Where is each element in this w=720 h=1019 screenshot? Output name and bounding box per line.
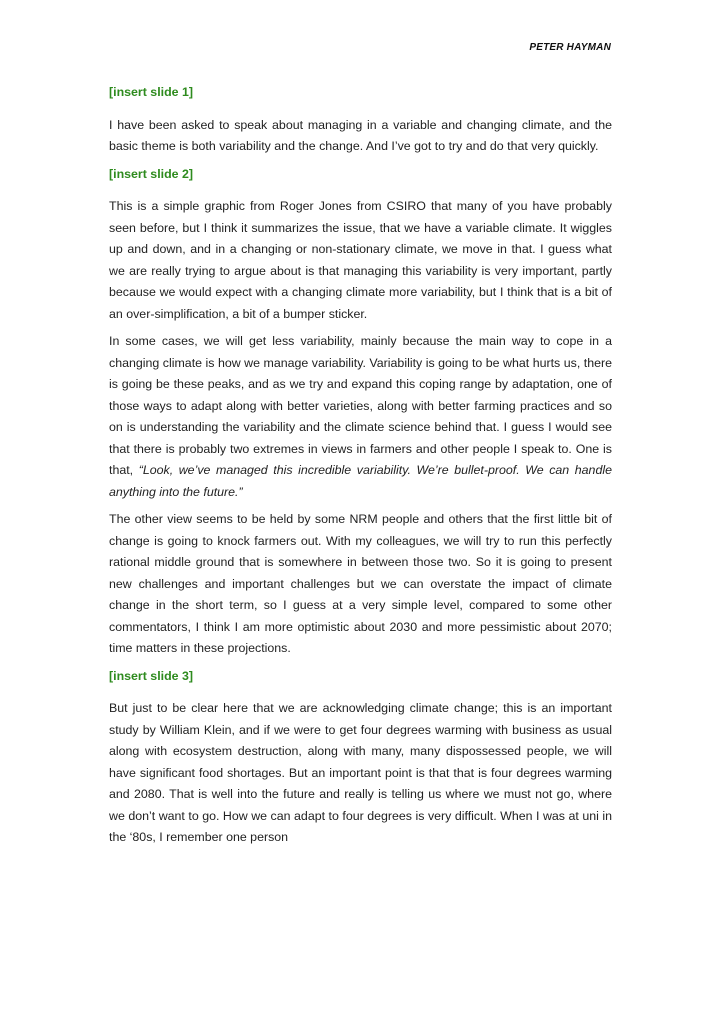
paragraph-3 <box>109 331 612 503</box>
paragraph-3-text: In some cases, we will get less variability, mainly because the main way to cope in a changing climate is how we manage variability. Variability is going to be what hurts us, there is going be these peaks, and as we try and expand this coping range by adaptation, one of those ways to adapt along with better varieties, along with better farming practices and so on is understanding the variability and the climate science behind that. I guess I would see that there is probably two extremes in views in farmers and other people I speak to. One is that, <box>109 334 612 477</box>
running-header: PETER HAYMAN <box>529 42 611 53</box>
slide-marker-1: [insert slide 1] <box>109 85 194 99</box>
slide-marker-2: [insert slide 2] <box>109 166 194 181</box>
paragraph-5: But just to be clear here that we are acknowledging climate change; this is an important study by William Klein, and if we were to get four degrees warming with business as usual along with ecosystem destruction, along with many, many dispossessed people, we will have significant food shortages. But an important point is that that is four degrees warming and 2080. That is well into the future and really is telling us where we must not go, where we don’t want to go. How we can adapt to four degrees is very difficult. When I was at uni in the ‘80s, I remember one person <box>109 701 612 844</box>
paragraph-2: This is a simple graphic from Roger Jones from CSIRO that many of you have probably seen before, but I think it summarizes the issue, that we have a variable climate. It wiggles up and down, and in a changing or non-stationary climate, we move in that. I guess what we are really trying to argue about is that managing this variability is very important, partly because we would expect with a changing climate more variability, but I think that is a bit of an over-simplification, a bit of a bumper sticker. <box>109 199 612 321</box>
paragraph-3-quote: “Look, we’ve managed this incredible variability. We’re bullet-proof. We can handle anything into the future.” <box>109 463 612 499</box>
document-body <box>109 82 612 855</box>
paragraph-1: I have been asked to speak about managing in a variable and changing climate, and the basic theme is both variability and the change. And I’ve got to try and do that very quickly. <box>109 117 612 153</box>
slide-marker-3: [insert slide 3] <box>109 668 194 683</box>
paragraph-4: The other view seems to be held by some NRM people and others that the first little bit of change is going to knock farmers out. With my colleagues, we will try to run this perfectly rational middle ground that is somewhere in between those two. So it is going to present new challenges and important challenges but we can overstate the impact of climate change in the short term, so I guess at a very simple level, compared to some other commentators, I think I am more optimistic about 2030 and more pessimistic about 2070; time matters in these projections. <box>109 512 612 655</box>
